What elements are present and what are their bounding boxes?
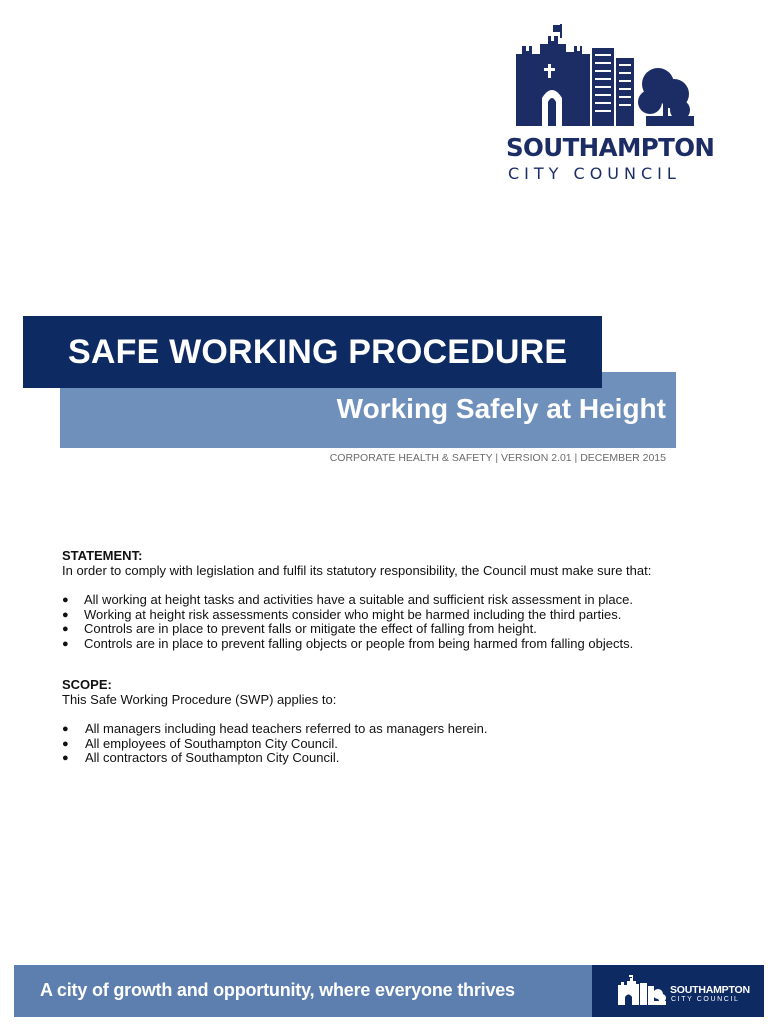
- list-item-text: All working at height tasks and activities have a suitable and sufficient risk assessment in place.: [84, 592, 633, 607]
- bullet-icon: ●: [62, 594, 69, 606]
- list-item-text: Working at height risk assessments consider who might be harmed including the third parties.: [84, 606, 622, 622]
- list-item: [62, 751, 702, 766]
- bullet-icon: ●: [62, 637, 69, 650]
- document-title: SAFE WORKING PROCEDURE: [68, 333, 568, 371]
- logo-org-name: SOUTHAMPTON: [506, 133, 715, 162]
- list-item-text: All employees of Southampton City Council.: [85, 735, 338, 751]
- castle-tower-icon: [508, 22, 694, 128]
- council-logo: [500, 22, 715, 183]
- list-item-text: Controls are in place to prevent falls or mitigate the effect of falling from height.: [84, 621, 537, 637]
- list-item: [62, 622, 702, 637]
- list-item: [62, 637, 702, 652]
- footer-bar: [14, 965, 764, 1017]
- bullet-icon: ●: [62, 737, 69, 750]
- document-meta: CORPORATE HEALTH & SAFETY | VERSION 2.01 | DECEMBER 2015: [329, 452, 666, 464]
- document-subtitle: Working Safely at Height: [336, 393, 666, 424]
- footer-logo: [592, 965, 764, 1017]
- footer-org-name: SOUTHAMPTON: [670, 984, 750, 996]
- list-item: [62, 737, 702, 752]
- bullet-icon: ●: [62, 723, 69, 735]
- statement-intro: In order to comply with legislation and fulfil its statutory responsibility, the Council must make sure that:: [62, 562, 652, 578]
- scope-section: [62, 678, 702, 766]
- logo-org-subtitle: CITY COUNCIL: [508, 164, 681, 183]
- statement-heading: STATEMENT:: [62, 548, 143, 563]
- scope-heading: SCOPE:: [62, 677, 112, 692]
- castle-tower-icon: [616, 975, 666, 1007]
- scope-list: [62, 722, 702, 766]
- footer-org-subtitle: CITY COUNCIL: [671, 996, 740, 1003]
- bullet-icon: ●: [62, 608, 69, 621]
- statement-list: [62, 593, 702, 651]
- footer-tagline: A city of growth and opportunity, where everyone thrives: [40, 980, 515, 1000]
- list-item: [62, 593, 702, 608]
- list-item: [62, 722, 702, 737]
- bullet-icon: ●: [62, 623, 69, 636]
- list-item-text: All contractors of Southampton City Council.: [85, 750, 340, 766]
- scope-intro: This Safe Working Procedure (SWP) applies to:: [62, 691, 337, 707]
- list-item: [62, 608, 702, 623]
- list-item-text: All managers including head teachers referred to as managers herein.: [85, 721, 488, 736]
- statement-section: [62, 549, 702, 651]
- list-item-text: Controls are in place to prevent falling objects or people from being harmed from falling objects.: [84, 635, 634, 651]
- bullet-icon: ●: [62, 752, 69, 765]
